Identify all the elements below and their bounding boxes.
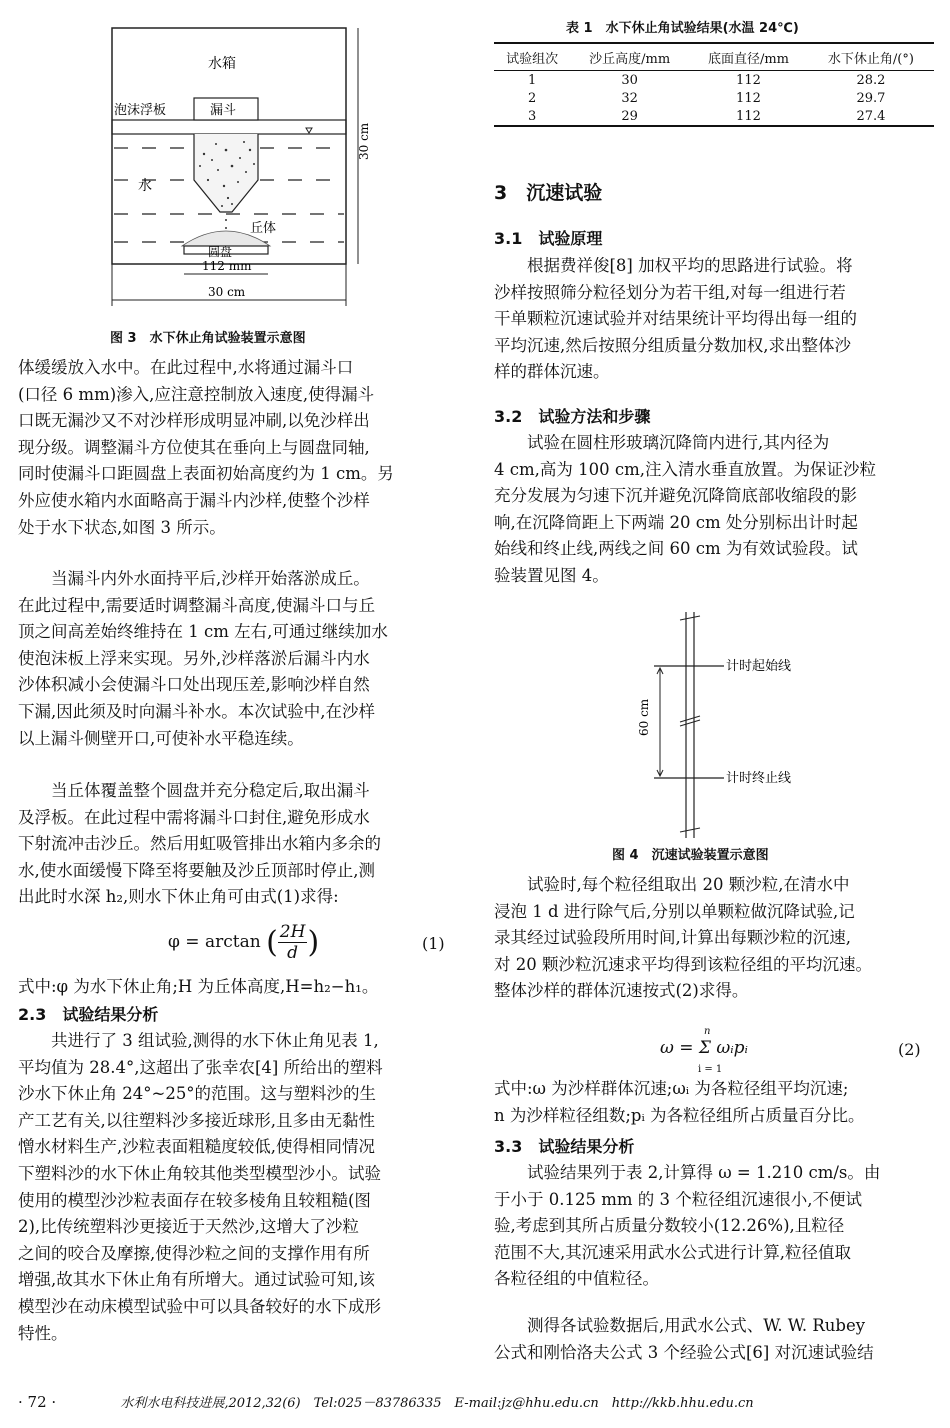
text-line: 之间的咬合及摩擦,使得沙粒之间的支撑作用有所 — [18, 1243, 370, 1263]
text-line: 使泡沫板上浮来实现。另外,沙样落淤后漏斗内水 — [18, 648, 370, 668]
left-paragraph-4 — [18, 1028, 458, 1347]
figure-3-caption: 图 3 水下休止角试验装置示意图 — [110, 331, 306, 346]
table-row — [494, 71, 934, 90]
text-line: 对 20 颗沙粒沉速求平均得到该粒径组的平均沉速。 — [494, 954, 872, 974]
fig3-label-disc-size: 112 mm — [202, 259, 252, 273]
text-line: 公式和刚恰洛夫公式 3 个经验公式[6] 对沉速试验结 — [494, 1342, 874, 1362]
figure-3-diagram — [100, 20, 400, 320]
equation-2-sum-bottom: i = 1 — [698, 1064, 723, 1075]
text-line: 4 cm,高为 100 cm,注入清水垂直放置。为保证沙粒 — [494, 459, 876, 479]
section-3-2-heading: 3.2 试验方法和步骤 — [494, 407, 651, 426]
text-line: 整体沙样的群体沉速按式(2)求得。 — [494, 981, 749, 1001]
left-paragraph-2 — [18, 566, 458, 752]
right-paragraph-1 — [494, 253, 934, 386]
text-line: 及浮板。在此过程中需将漏斗口封住,避免形成水 — [18, 807, 370, 827]
text-line: 平均值为 28.4°,这超出了张幸农[4] 所给出的塑料 — [18, 1057, 383, 1077]
text-line: 出此时水深 h₂,则水下休止角可由式(1)求得: — [18, 887, 339, 907]
text-line: 外应使水箱内水面略高于漏斗内沙样,使整个沙样 — [18, 490, 370, 510]
text-line: 体缓缓放入水中。在此过程中,水将通过漏斗口 — [18, 358, 354, 377]
right-paragraph-5 — [494, 1313, 934, 1366]
text-line: 产工艺有关,以往塑料沙多接近球形,且多由无黏性 — [18, 1110, 375, 1130]
text-line: 沙水下休止角 24°~25°的范围。这与塑料沙的生 — [18, 1084, 377, 1104]
table-cell: 112 — [736, 90, 761, 106]
text-line: 处于水下状态,如图 3 所示。 — [18, 517, 226, 537]
text-line: 下塑料沙的水下休止角较其他类型模型沙小。试验 — [18, 1163, 381, 1183]
text-line: 以上漏斗侧壁开口,可使补水平稳连续。 — [18, 728, 304, 748]
table-header-cell: 底面直径/mm — [689, 43, 808, 71]
text-line: 试验结果列于表 2,计算得 ω = 1.210 cm/s。由 — [494, 1163, 881, 1182]
table-header-cell: 试验组次 — [494, 43, 570, 71]
equation-1-denominator: d — [287, 943, 299, 963]
text-line: (口径 6 mm)渗入,应注意控制放入速度,使得漏斗 — [18, 384, 375, 404]
fig3-label-width: 30 cm — [208, 285, 246, 299]
table-header-row — [494, 43, 934, 71]
text-line: 同时使漏斗口距圆盘上表面初始高度约为 1 cm。另 — [18, 464, 394, 484]
right-paragraph-3 — [494, 872, 934, 1005]
section-3-3-heading: 3.3 试验结果分析 — [494, 1137, 635, 1156]
table-row — [494, 107, 934, 126]
table-header-cell: 水下休止角/(°) — [808, 43, 934, 71]
fig3-label-disc: 圆盘 — [208, 245, 233, 259]
fig4-label-start: 计时起始线 — [726, 659, 792, 674]
text-line: 各粒径组的中值粒径。 — [494, 1269, 659, 1289]
text-line: 在此过程中,需要适时调整漏斗高度,使漏斗口与丘 — [18, 595, 375, 615]
fig4-label-end: 计时终止线 — [726, 771, 792, 786]
equation-1-numerator: 2H — [279, 922, 306, 942]
text-line: 充分发展为匀速下沉并避免沉降筒底部收缩段的影 — [494, 486, 857, 506]
table-cell: 28.2 — [856, 72, 886, 88]
table-cell: 30 — [621, 72, 638, 88]
section-3-heading: 3 沉速试验 — [494, 182, 603, 204]
right-paragraph-2 — [494, 430, 934, 590]
journal-info: 水利水电科技进展,2012,32(6) Tel:025－83786335 E-mail:jz@hhu.edu.cn http://kkb.hhu.edu.cn — [120, 1396, 754, 1411]
equation-2-body: ω = Σ ωᵢpᵢ — [660, 1038, 748, 1058]
text-line: 现分级。调整漏斗方位使其在垂向上与圆盘同轴, — [18, 437, 370, 457]
text-line: 试验在圆柱形玻璃沉降筒内进行,其内径为 — [494, 433, 830, 452]
table-row — [494, 89, 934, 107]
text-line: 测得各试验数据后,用武水公式、W. W. Rubey — [494, 1316, 866, 1335]
table-cell: 112 — [736, 72, 761, 88]
text-line: 当丘体覆盖整个圆盘并充分稳定后,取出漏斗 — [18, 781, 370, 800]
text-line: n 为沙样粒径组数;pᵢ 为各粒径组所占质量百分比。 — [494, 1105, 865, 1125]
equation-2-sum-top: n — [704, 1026, 711, 1037]
page-number: · 72 · — [18, 1393, 57, 1411]
text-line: 始线和终止线,两线之间 60 cm 为有效试验段。试 — [494, 539, 858, 559]
table-cell: 1 — [527, 72, 537, 88]
text-line: 于小于 0.125 mm 的 3 个粒径组沉速很小,不便试 — [494, 1189, 862, 1209]
section-2-3-heading: 2.3 试验结果分析 — [18, 1005, 159, 1024]
text-line: 模型沙在动床模型试验中可以具备较好的水下成形 — [18, 1296, 381, 1316]
table-header-cell: 沙丘高度/mm — [570, 43, 689, 71]
figure-4-caption: 图 4 沉速试验装置示意图 — [612, 848, 769, 863]
section-3-1-heading: 3.1 试验原理 — [494, 229, 603, 248]
text-line: 样的群体沉速。 — [494, 362, 610, 382]
text-line: 增强,故其水下休止角有所增大。通过试验可知,该 — [18, 1270, 375, 1290]
page-footer — [18, 1392, 938, 1411]
text-line: 共进行了 3 组试验,测得的水下休止角见表 1, — [18, 1031, 379, 1050]
text-line: 式中:ω 为沙样群体沉速;ωᵢ 为各粒径组平均沉速; — [494, 1079, 849, 1098]
text-line: 验,考虑到其所占质量分数较小(12.26%),且粒径 — [494, 1216, 845, 1236]
fig3-label-mound: 丘体 — [250, 221, 277, 236]
equation-2-number: (2) — [898, 1040, 921, 1059]
text-line: 根据费祥俊[8] 加权平均的思路进行试验。将 — [494, 256, 853, 275]
table-cell: 2 — [527, 90, 537, 106]
text-line: 特性。 — [18, 1323, 68, 1343]
left-paragraph-1 — [18, 355, 458, 541]
equation-1-where: 式中:φ 为水下休止角;H 为丘体高度,H=h₂−h₁。 — [18, 977, 379, 996]
table-cell: 27.4 — [808, 107, 934, 126]
text-line: 试验时,每个粒径组取出 20 颗沙粒,在清水中 — [494, 875, 850, 894]
text-line: 录其经过试验段所用时间,计算出每颗沙粒的沉速, — [494, 928, 851, 948]
table-1-title: 表 1 水下休止角试验结果(水温 24℃) — [566, 21, 799, 36]
text-line: 当漏斗内外水面持平后,沙样开始落淤成丘。 — [18, 569, 370, 588]
figure-4-diagram — [634, 610, 874, 840]
table-cell: 32 — [621, 90, 638, 106]
equation-2-where — [494, 1076, 934, 1129]
text-line: 范围不大,其沉速采用武水公式进行计算,粒径值取 — [494, 1242, 851, 1262]
fig3-label-water: 水 — [138, 178, 152, 194]
text-line: 干单颗粒沉速试验并对结果统计平均得出每一组的 — [494, 309, 857, 329]
table-cell: 29.7 — [856, 90, 886, 106]
table-cell: 3 — [494, 107, 570, 126]
text-line: 口既无漏沙又不对沙样形成明显冲刷,以免沙样出 — [18, 411, 370, 431]
text-line: 沙样按照筛分粒径划分为若干组,对每一组进行若 — [494, 282, 846, 302]
table-cell: 112 — [689, 107, 808, 126]
equation-2 — [660, 1026, 800, 1075]
fig4-label-length: 60 cm — [637, 698, 651, 736]
table-cell: 29 — [570, 107, 689, 126]
equation-1: φ = arctan ( $\frac{2H}{d}$ ) — [168, 922, 320, 963]
text-line: 使用的模型沙沙粒表面存在较多棱角且较粗糙(图 — [18, 1190, 371, 1210]
equation-1-lhs: φ = arctan — [168, 932, 261, 952]
table-1 — [494, 42, 934, 127]
right-paragraph-4 — [494, 1160, 934, 1293]
fig3-label-tank: 水箱 — [208, 56, 236, 72]
text-line: 水,使水面缓慢下降至将要触及沙丘顶部时停止,测 — [18, 860, 375, 880]
left-paragraph-3 — [18, 778, 458, 911]
fig3-label-funnel: 漏斗 — [210, 103, 237, 118]
text-line: 下漏,因此须及时向漏斗补水。本次试验中,在沙样 — [18, 701, 375, 721]
equation-1-number: (1) — [422, 934, 445, 953]
text-line: 下射流冲击沙丘。然后用虹吸管排出水箱内多余的 — [18, 834, 381, 854]
text-line: 顶之间高差始终维持在 1 cm 左右,可通过继续加水 — [18, 622, 388, 642]
text-line: 验装置见图 4。 — [494, 565, 609, 585]
text-line: 2),比传统塑料沙更接近于天然沙,这增大了沙粒 — [18, 1217, 359, 1237]
text-line: 憎水材料生产,沙粒表面粗糙度较低,使得相同情况 — [18, 1137, 375, 1157]
text-line: 浸泡 1 d 进行除气后,分别以单颗粒做沉降试验,记 — [494, 901, 855, 921]
fig3-label-foam: 泡沫浮板 — [114, 103, 167, 118]
text-line: 沙体积减小会使漏斗口处出现压差,影响沙样自然 — [18, 675, 370, 695]
text-line: 平均沉速,然后按照分组质量分数加权,求出整体沙 — [494, 335, 851, 355]
fig3-label-height: 30 cm — [357, 122, 371, 160]
text-line: 响,在沉降筒距上下两端 20 cm 处分别标出计时起 — [494, 512, 858, 532]
